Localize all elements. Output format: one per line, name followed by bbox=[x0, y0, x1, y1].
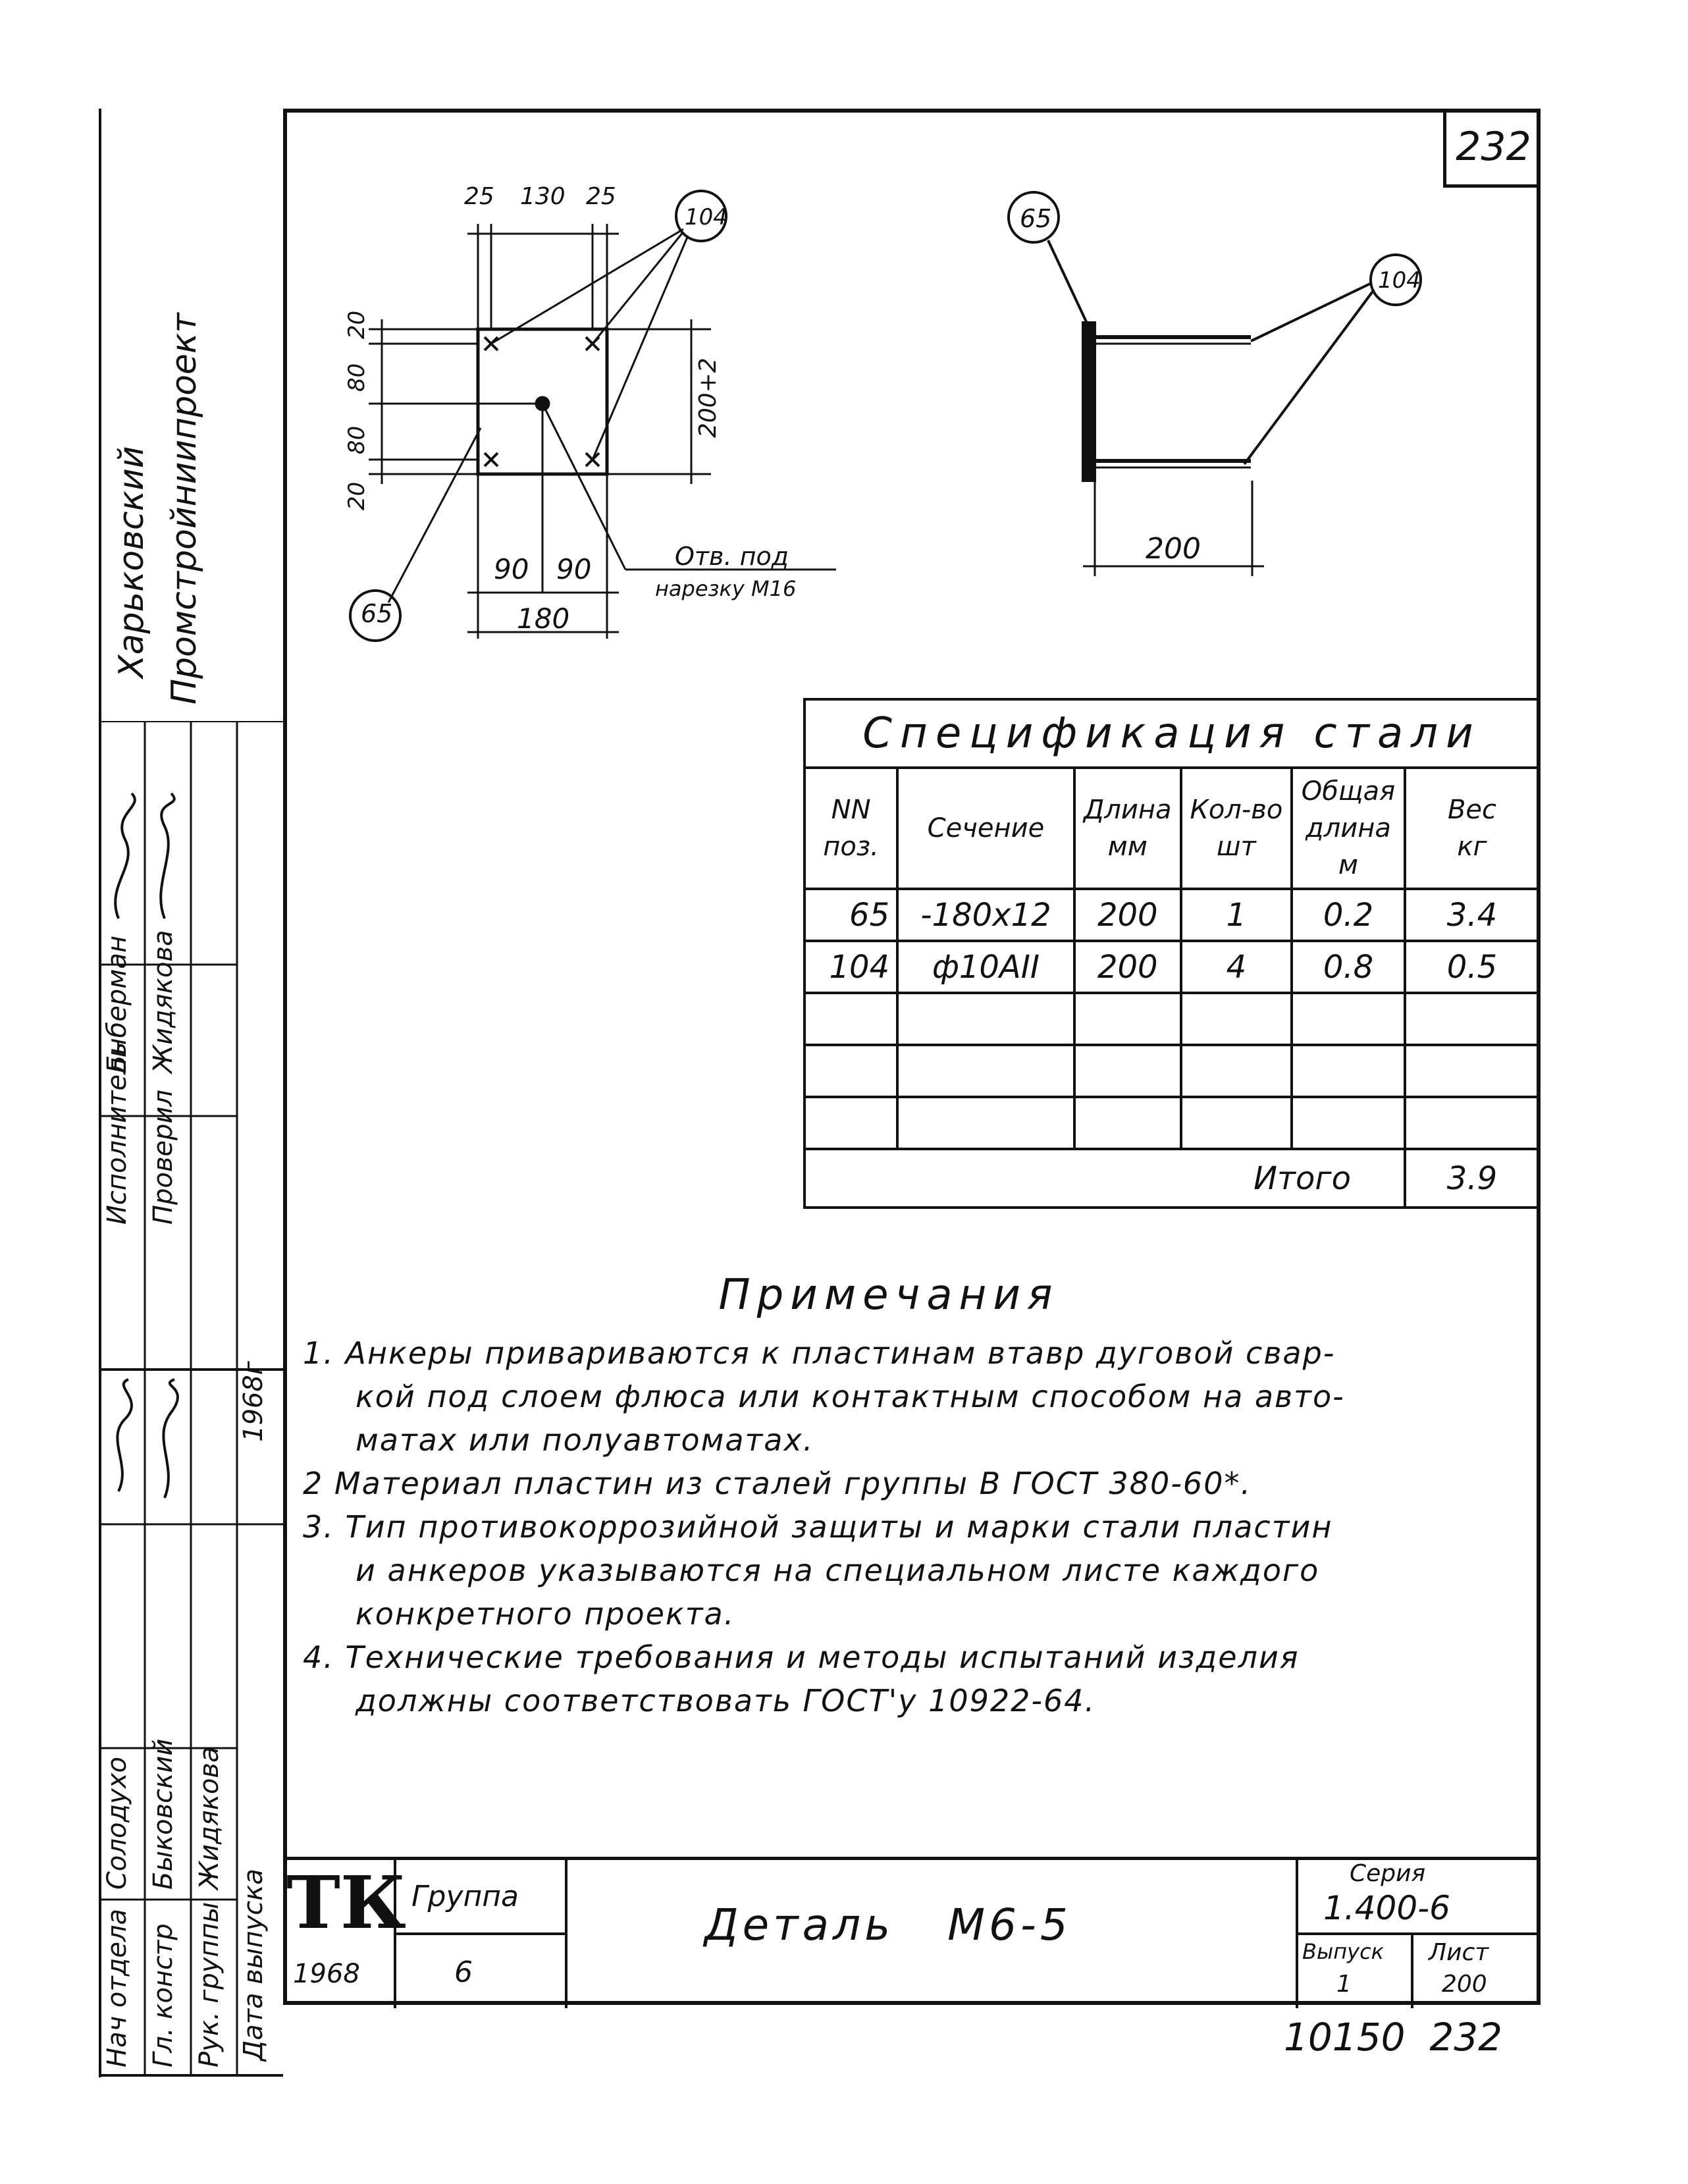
organization-line2: Промстройниипроект bbox=[165, 313, 204, 705]
role-executor: Исполнитель bbox=[102, 1042, 132, 1225]
spec-header-row bbox=[804, 768, 1539, 889]
release-year: 1968г bbox=[238, 1361, 269, 1442]
group-value: 6 bbox=[454, 1956, 473, 1989]
title-block bbox=[283, 1857, 1541, 2008]
issue-value: 1 bbox=[1336, 1971, 1352, 1998]
table-row bbox=[804, 993, 1539, 1045]
title-year: 1968 bbox=[293, 1959, 360, 1989]
note-line: кой под слоем флюса или контактным способом на авто- bbox=[356, 1379, 1345, 1414]
note-line: 4. Технические требования и методы испытаний изделия bbox=[303, 1639, 1300, 1675]
table-row bbox=[804, 1097, 1539, 1149]
sheet-number: 232 bbox=[1443, 109, 1541, 188]
plan-bottom-dim-1: 90 bbox=[494, 553, 529, 585]
notes-title: Примечания bbox=[718, 1271, 1059, 1319]
plan-left-dim-1: 20 bbox=[344, 481, 370, 510]
table-row bbox=[804, 1045, 1539, 1097]
plan-left-dim-4: 20 bbox=[344, 310, 370, 339]
header-weight: Вес кг bbox=[1405, 768, 1539, 889]
note-line: 3. Тип противокоррозийной защиты и марки стали пластин bbox=[303, 1509, 1333, 1545]
issue-label: Выпуск bbox=[1302, 1939, 1384, 1964]
tk-logo: ТК bbox=[286, 1860, 406, 1945]
cell: 104 bbox=[804, 941, 897, 993]
sheet-value: 200 bbox=[1442, 1971, 1487, 1998]
release-date-label: Дата выпуска bbox=[238, 1869, 269, 2061]
note-line: конкретного проекта. bbox=[356, 1596, 735, 1632]
notes-block bbox=[303, 1271, 1527, 1722]
header-qty: Кол-во шт bbox=[1181, 768, 1292, 889]
plan-left-dim-2: 80 bbox=[344, 425, 370, 454]
sheet-label: Лист bbox=[1429, 1939, 1489, 1966]
detail-title: Деталь М6-5 bbox=[704, 1900, 1072, 1950]
role-head-dept: Нач отдела bbox=[102, 1908, 132, 2067]
note-line: матах или полуавтоматах. bbox=[356, 1422, 814, 1458]
role-chief-designer: Гл. констр bbox=[148, 1923, 178, 2067]
note-line: 2 Материал пластин из сталей группы В ГОСТ 380-60*. bbox=[303, 1466, 1252, 1501]
plan-right-dim: 200+2 bbox=[695, 358, 722, 438]
organization-line1: Харьковский bbox=[112, 446, 151, 678]
name-executor: Бнберман bbox=[102, 935, 132, 1073]
cell: 200 bbox=[1074, 941, 1181, 993]
series-label: Серия bbox=[1350, 1860, 1426, 1887]
cell: 200 bbox=[1074, 889, 1181, 941]
cell: -180x12 bbox=[897, 889, 1074, 941]
signature-1 bbox=[99, 787, 191, 932]
name-group-leader: Жидякова bbox=[194, 1746, 224, 1890]
role-checker: Проверил bbox=[148, 1089, 178, 1225]
cell: 1 bbox=[1181, 889, 1292, 941]
side-callout-anchor: 104 bbox=[1378, 267, 1421, 294]
cell: 3.4 bbox=[1405, 889, 1539, 941]
name-head-dept: Солодухо bbox=[102, 1757, 132, 1890]
header-section: Сечение bbox=[897, 768, 1074, 889]
note-line: 1. Анкеры привариваются к пластинам втавр дуговой свар- bbox=[303, 1335, 1336, 1371]
cell: 4 bbox=[1181, 941, 1292, 993]
hole-note-line1: Отв. под bbox=[675, 542, 789, 571]
header-total-length: Общая длина м bbox=[1292, 768, 1405, 889]
spec-title: Спецификация стали bbox=[804, 699, 1539, 768]
role-group-leader: Рук. группы bbox=[194, 1902, 224, 2067]
plan-callout-bottom: 65 bbox=[361, 599, 393, 628]
cell: ф10АII bbox=[897, 941, 1074, 993]
plan-top-dim-2: 130 bbox=[520, 183, 566, 210]
table-row bbox=[804, 941, 1539, 993]
cell: 0.2 bbox=[1292, 889, 1405, 941]
table-row bbox=[804, 889, 1539, 941]
name-chief-designer: Быковский bbox=[148, 1738, 178, 1890]
plan-top-dim-3: 25 bbox=[586, 183, 616, 210]
header-length: Длина мм bbox=[1074, 768, 1181, 889]
series-value: 1.400-6 bbox=[1323, 1889, 1450, 1927]
plan-top-dim-1: 25 bbox=[464, 183, 494, 210]
steel-spec-table bbox=[803, 698, 1541, 1209]
plan-bottom-total: 180 bbox=[517, 602, 570, 635]
plan-bottom-dim-2: 90 bbox=[556, 553, 592, 585]
signature-2 bbox=[99, 1373, 191, 1505]
header-pos: NN поз. bbox=[804, 768, 897, 889]
plan-left-dim-3: 80 bbox=[344, 363, 370, 392]
footer-number: 10150 232 bbox=[1284, 2015, 1503, 2060]
name-checker: Жидякова bbox=[148, 930, 178, 1073]
note-line: и анкеров указываются на специальном листе каждого bbox=[356, 1553, 1320, 1588]
plan-view-drawing bbox=[316, 171, 909, 672]
total-row bbox=[804, 1149, 1539, 1208]
cell: 0.5 bbox=[1405, 941, 1539, 993]
hole-note-line2: нарезку М16 bbox=[655, 576, 797, 601]
side-callout-plate: 65 bbox=[1020, 204, 1052, 233]
cell: 0.8 bbox=[1292, 941, 1405, 993]
total-value: 3.9 bbox=[1405, 1149, 1539, 1208]
side-dim: 200 bbox=[1146, 532, 1201, 566]
side-view-drawing bbox=[968, 171, 1429, 593]
note-line: должны соответствовать ГОСТ'у 10922-64. bbox=[356, 1683, 1096, 1718]
strip-bottom-line bbox=[99, 2074, 283, 2077]
group-label: Группа bbox=[411, 1880, 519, 1913]
total-label: Итого bbox=[804, 1149, 1405, 1208]
plan-callout-top: 104 bbox=[685, 204, 727, 230]
cell: 65 bbox=[804, 889, 897, 941]
